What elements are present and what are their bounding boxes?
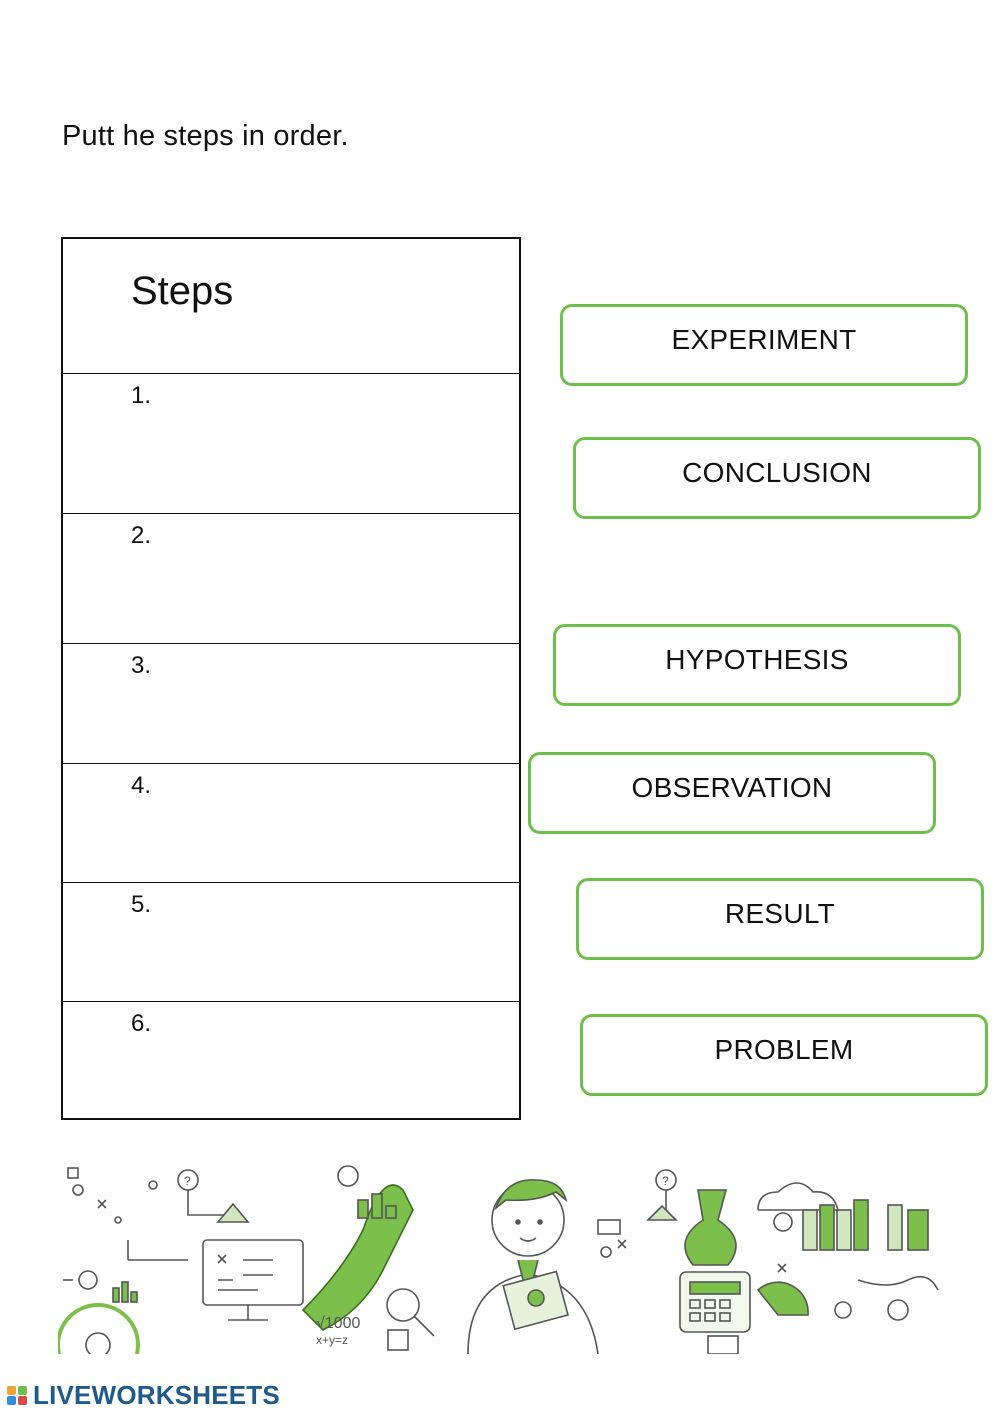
answer-box-hypothesis[interactable]: HYPOTHESIS: [553, 624, 961, 706]
step-drop-zone-4[interactable]: [63, 763, 519, 882]
brand-name: LIVEWORKSHEETS: [33, 1379, 280, 1410]
science-doodle-illustration: [58, 1160, 940, 1354]
steps-header-label: Steps: [131, 269, 234, 313]
step-number: 3.: [131, 652, 152, 679]
step-number: 4.: [131, 772, 152, 799]
step-number: 2.: [131, 522, 152, 549]
liveworksheets-logo-icon: [6, 1383, 30, 1407]
instruction-text: Putt he steps in order.: [62, 120, 349, 152]
answer-box-result[interactable]: RESULT: [576, 878, 984, 960]
svg-text:x+y=z: x+y=z: [316, 1333, 349, 1347]
step-drop-zone-5[interactable]: [63, 882, 519, 1001]
step-drop-zone-6[interactable]: [63, 1001, 519, 1118]
svg-text:√1000: √1000: [316, 1315, 361, 1332]
steps-table-header: [63, 239, 519, 373]
answer-box-problem[interactable]: PROBLEM: [580, 1014, 988, 1096]
svg-text:?: ?: [662, 1174, 669, 1188]
liveworksheets-brand[interactable]: [6, 1381, 280, 1409]
svg-text:?: ?: [184, 1174, 191, 1188]
step-number: 5.: [131, 891, 152, 918]
step-drop-zone-3[interactable]: [63, 643, 519, 763]
step-drop-zone-2[interactable]: [63, 513, 519, 643]
steps-table: [61, 237, 521, 1120]
answer-box-observation[interactable]: OBSERVATION: [528, 752, 936, 834]
answer-box-experiment[interactable]: EXPERIMENT: [560, 304, 968, 386]
step-drop-zone-1[interactable]: [63, 373, 519, 513]
answer-box-conclusion[interactable]: CONCLUSION: [573, 437, 981, 519]
step-number: 1.: [131, 382, 152, 409]
step-number: 6.: [131, 1010, 152, 1037]
